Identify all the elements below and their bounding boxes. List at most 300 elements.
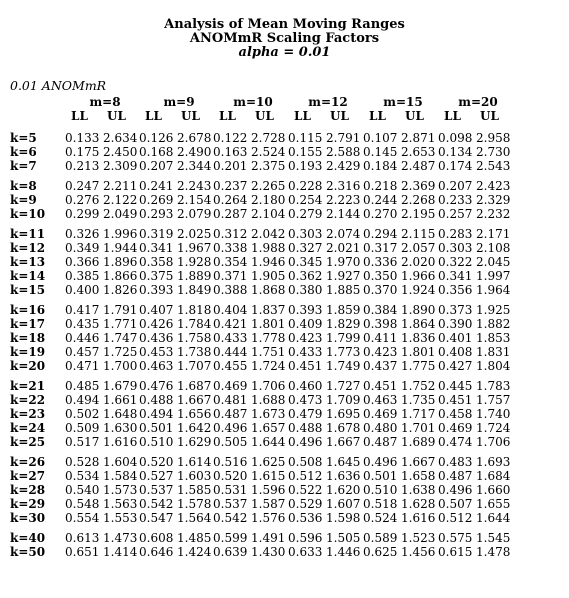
cell-ul: 1.667 [177, 393, 212, 407]
cell-ul: 1.585 [177, 483, 212, 497]
cell-ul: 1.996 [103, 227, 138, 241]
cell-ul: 1.706 [251, 379, 286, 393]
cell-ul: 2.154 [177, 193, 212, 207]
cell-ll: 0.370 [363, 283, 398, 297]
row-label-k: k=23 [10, 407, 46, 421]
cell-ul: 2.450 [103, 145, 138, 159]
subheader-ll: LL [219, 109, 236, 123]
cell-ll: 0.488 [288, 421, 323, 435]
cell-ll: 0.175 [65, 145, 100, 159]
cell-ll: 0.444 [213, 345, 248, 359]
subheader-ul: UL [107, 109, 126, 123]
cell-ll: 0.512 [288, 469, 323, 483]
cell-ul: 1.778 [251, 331, 286, 345]
cell-ul: 1.478 [476, 545, 511, 559]
cell-ul: 1.964 [476, 283, 511, 297]
cell-ul: 1.638 [401, 483, 436, 497]
cell-ul: 1.563 [103, 497, 138, 511]
cell-ul: 1.773 [326, 345, 361, 359]
cell-ll: 0.509 [65, 421, 100, 435]
cell-ll: 0.479 [288, 407, 323, 421]
cell-ll: 0.548 [65, 497, 100, 511]
cell-ll: 0.494 [65, 393, 100, 407]
cell-ul: 1.505 [326, 531, 361, 545]
cell-ll: 0.409 [288, 317, 323, 331]
cell-ul: 2.728 [251, 131, 286, 145]
cell-ll: 0.536 [288, 511, 323, 525]
cell-ul: 1.799 [326, 331, 361, 345]
cell-ll: 0.254 [288, 193, 323, 207]
cell-ll: 0.174 [438, 159, 473, 173]
cell-ul: 1.709 [326, 393, 361, 407]
cell-ul: 1.868 [251, 283, 286, 297]
cell-ll: 0.358 [139, 255, 174, 269]
cell-ll: 0.469 [213, 379, 248, 393]
cell-ll: 0.264 [213, 193, 248, 207]
cell-ul: 1.656 [177, 407, 212, 421]
cell-ll: 0.487 [438, 469, 473, 483]
cell-ul: 2.211 [103, 179, 138, 193]
cell-ll: 0.293 [139, 207, 174, 221]
cell-ul: 1.616 [401, 511, 436, 525]
cell-ll: 0.417 [65, 303, 100, 317]
cell-ul: 1.751 [251, 345, 286, 359]
cell-ll: 0.469 [363, 407, 398, 421]
row-label-k: k=19 [10, 345, 46, 359]
row-group [10, 227, 565, 297]
cell-ul: 1.700 [103, 359, 138, 373]
cell-ll: 0.421 [213, 317, 248, 331]
cell-ul: 1.564 [177, 511, 212, 525]
cell-ul: 1.717 [401, 407, 436, 421]
column-header-m: m=20 [458, 95, 498, 109]
subheader-ll: LL [294, 109, 311, 123]
table-row [10, 179, 565, 193]
table-row [10, 331, 565, 345]
cell-ll: 0.531 [213, 483, 248, 497]
subheader-row [10, 109, 565, 123]
column-header-row [10, 95, 565, 109]
cell-ll: 0.433 [213, 331, 248, 345]
cell-ll: 0.633 [288, 545, 323, 559]
cell-ul: 2.223 [326, 193, 361, 207]
cell-ul: 1.673 [251, 407, 286, 421]
cell-ul: 1.896 [103, 255, 138, 269]
cell-ll: 0.390 [438, 317, 473, 331]
cell-ll: 0.319 [139, 227, 174, 241]
cell-ul: 1.655 [476, 497, 511, 511]
cell-ll: 0.518 [363, 497, 398, 511]
cell-ll: 0.407 [139, 303, 174, 317]
cell-ul: 1.829 [326, 317, 361, 331]
cell-ll: 0.362 [288, 269, 323, 283]
row-label-k: k=13 [10, 255, 46, 269]
cell-ul: 1.927 [326, 269, 361, 283]
cell-ll: 0.233 [438, 193, 473, 207]
cell-ul: 2.634 [103, 131, 138, 145]
cell-ll: 0.483 [438, 455, 473, 469]
cell-ll: 0.401 [438, 331, 473, 345]
cell-ul: 1.997 [476, 269, 511, 283]
cell-ul: 1.679 [103, 379, 138, 393]
cell-ul: 1.925 [476, 303, 511, 317]
cell-ll: 0.122 [213, 131, 248, 145]
cell-ul: 1.684 [476, 469, 511, 483]
cell-ll: 0.336 [363, 255, 398, 269]
table-row [10, 241, 565, 255]
cell-ul: 2.021 [326, 241, 361, 255]
table-row [10, 131, 565, 145]
cell-ll: 0.270 [363, 207, 398, 221]
table-row [10, 483, 565, 497]
cell-ul: 1.882 [476, 317, 511, 331]
cell-ll: 0.388 [213, 283, 248, 297]
cell-ul: 2.791 [326, 131, 361, 145]
cell-ll: 0.496 [363, 455, 398, 469]
row-group [10, 379, 565, 449]
cell-ul: 2.025 [177, 227, 212, 241]
cell-ul: 1.859 [326, 303, 361, 317]
cell-ll: 0.451 [438, 393, 473, 407]
cell-ll: 0.487 [363, 435, 398, 449]
table-row [10, 283, 565, 297]
cell-ll: 0.423 [363, 345, 398, 359]
cell-ll: 0.404 [213, 303, 248, 317]
cell-ll: 0.244 [363, 193, 398, 207]
cell-ll: 0.496 [288, 435, 323, 449]
title-line-2: ANOMmR Scaling Factors [189, 31, 380, 46]
cell-ul: 2.144 [326, 207, 361, 221]
cell-ll: 0.639 [213, 545, 248, 559]
cell-ll: 0.487 [213, 407, 248, 421]
table-row [10, 421, 565, 435]
cell-ll: 0.488 [139, 393, 174, 407]
cell-ul: 2.049 [103, 207, 138, 221]
cell-ll: 0.338 [213, 241, 248, 255]
cell-ll: 0.575 [438, 531, 473, 545]
cell-ul: 1.648 [103, 407, 138, 421]
column-header-m: m=8 [89, 95, 121, 109]
cell-ul: 1.905 [251, 269, 286, 283]
cell-ll: 0.494 [139, 407, 174, 421]
row-label-k: k=12 [10, 241, 46, 255]
cell-ll: 0.589 [363, 531, 398, 545]
cell-ll: 0.327 [288, 241, 323, 255]
cell-ll: 0.542 [139, 497, 174, 511]
subheader-ul: UL [255, 109, 274, 123]
cell-ll: 0.522 [288, 483, 323, 497]
cell-ul: 1.706 [476, 435, 511, 449]
cell-ul: 1.853 [476, 331, 511, 345]
scaling-factor-table [10, 95, 565, 559]
row-label-k: k=28 [10, 483, 46, 497]
column-header-m: m=12 [308, 95, 348, 109]
cell-ul: 2.375 [251, 159, 286, 173]
cell-ul: 1.630 [103, 421, 138, 435]
cell-ul: 2.108 [476, 241, 511, 255]
table-row [10, 393, 565, 407]
cell-ul: 1.890 [401, 303, 436, 317]
table-row [10, 531, 565, 545]
cell-ul: 1.587 [251, 497, 286, 511]
cell-ul: 1.456 [401, 545, 436, 559]
cell-ll: 0.317 [363, 241, 398, 255]
cell-ul: 1.629 [177, 435, 212, 449]
cell-ll: 0.184 [363, 159, 398, 173]
cell-ul: 2.195 [401, 207, 436, 221]
cell-ll: 0.453 [139, 345, 174, 359]
cell-ll: 0.134 [438, 145, 473, 159]
table-row [10, 455, 565, 469]
cell-ul: 1.636 [326, 469, 361, 483]
row-label-k: k=9 [10, 193, 37, 207]
cell-ul: 1.687 [177, 379, 212, 393]
cell-ll: 0.257 [438, 207, 473, 221]
row-label-k: k=10 [10, 207, 46, 221]
table-row [10, 497, 565, 511]
cell-ll: 0.537 [213, 497, 248, 511]
cell-ll: 0.423 [288, 331, 323, 345]
cell-ul: 1.837 [251, 303, 286, 317]
cell-ll: 0.457 [65, 345, 100, 359]
cell-ll: 0.366 [65, 255, 100, 269]
table-row [10, 435, 565, 449]
row-label-k: k=30 [10, 511, 46, 525]
cell-ll: 0.393 [288, 303, 323, 317]
cell-ul: 1.485 [177, 531, 212, 545]
cell-ll: 0.625 [363, 545, 398, 559]
cell-ul: 1.545 [476, 531, 511, 545]
column-header-m: m=9 [163, 95, 195, 109]
cell-ul: 1.607 [326, 497, 361, 511]
cell-ll: 0.433 [288, 345, 323, 359]
row-label-k: k=14 [10, 269, 46, 283]
cell-ul: 1.791 [103, 303, 138, 317]
cell-ll: 0.168 [139, 145, 174, 159]
row-label-k: k=7 [10, 159, 37, 173]
cell-ul: 1.988 [251, 241, 286, 255]
row-group [10, 531, 565, 559]
cell-ul: 1.657 [251, 421, 286, 435]
cell-ll: 0.133 [65, 131, 100, 145]
cell-ul: 1.578 [177, 497, 212, 511]
row-label-k: k=50 [10, 545, 46, 559]
cell-ll: 0.380 [288, 283, 323, 297]
table-row [10, 227, 565, 241]
cell-ul: 1.889 [177, 269, 212, 283]
cell-ll: 0.145 [363, 145, 398, 159]
table-row [10, 545, 565, 559]
row-label-k: k=15 [10, 283, 46, 297]
subheader-ul: UL [480, 109, 499, 123]
cell-ll: 0.207 [139, 159, 174, 173]
cell-ul: 1.752 [401, 379, 436, 393]
row-label-k: k=16 [10, 303, 46, 317]
cell-ll: 0.356 [438, 283, 473, 297]
cell-ul: 1.576 [251, 511, 286, 525]
cell-ll: 0.445 [438, 379, 473, 393]
cell-ul: 1.644 [251, 435, 286, 449]
cell-ul: 2.958 [476, 131, 511, 145]
cell-ul: 2.487 [401, 159, 436, 173]
cell-ul: 1.628 [401, 497, 436, 511]
table-row [10, 469, 565, 483]
cell-ll: 0.458 [438, 407, 473, 421]
cell-ll: 0.508 [288, 455, 323, 469]
cell-ul: 1.446 [326, 545, 361, 559]
cell-ll: 0.098 [438, 131, 473, 145]
cell-ul: 2.268 [401, 193, 436, 207]
cell-ul: 1.645 [326, 455, 361, 469]
cell-ll: 0.520 [139, 455, 174, 469]
cell-ll: 0.373 [438, 303, 473, 317]
cell-ul: 1.724 [476, 421, 511, 435]
cell-ll: 0.485 [65, 379, 100, 393]
cell-ul: 1.614 [177, 455, 212, 469]
cell-ul: 2.079 [177, 207, 212, 221]
cell-ll: 0.542 [213, 511, 248, 525]
cell-ul: 2.042 [251, 227, 286, 241]
cell-ll: 0.279 [288, 207, 323, 221]
cell-ul: 1.584 [103, 469, 138, 483]
cell-ll: 0.510 [139, 435, 174, 449]
cell-ul: 1.724 [251, 359, 286, 373]
cell-ll: 0.473 [288, 393, 323, 407]
cell-ll: 0.476 [139, 379, 174, 393]
subheader-ll: LL [444, 109, 461, 123]
cell-ll: 0.193 [288, 159, 323, 173]
cell-ul: 1.596 [251, 483, 286, 497]
cell-ll: 0.507 [438, 497, 473, 511]
row-group [10, 303, 565, 373]
cell-ul: 2.429 [326, 159, 361, 173]
cell-ul: 1.849 [177, 283, 212, 297]
cell-ul: 1.836 [401, 331, 436, 345]
cell-ll: 0.460 [288, 379, 323, 393]
title-line-3: alpha = 0.01 [238, 45, 331, 60]
cell-ll: 0.276 [65, 193, 100, 207]
cell-ll: 0.163 [213, 145, 248, 159]
cell-ll: 0.269 [139, 193, 174, 207]
cell-ul: 2.074 [326, 227, 361, 241]
cell-ll: 0.312 [213, 227, 248, 241]
subheader-ul: UL [181, 109, 200, 123]
cell-ul: 1.661 [103, 393, 138, 407]
row-group [10, 179, 565, 221]
cell-ul: 1.430 [251, 545, 286, 559]
cell-ll: 0.596 [288, 531, 323, 545]
cell-ll: 0.411 [363, 331, 398, 345]
cell-ll: 0.599 [213, 531, 248, 545]
column-header-m: m=10 [233, 95, 273, 109]
cell-ul: 1.801 [251, 317, 286, 331]
cell-ll: 0.651 [65, 545, 100, 559]
cell-ul: 1.625 [251, 455, 286, 469]
subheader-ul: UL [405, 109, 424, 123]
cell-ll: 0.480 [363, 421, 398, 435]
cell-ll: 0.471 [65, 359, 100, 373]
row-label-k: k=11 [10, 227, 46, 241]
cell-ll: 0.349 [65, 241, 100, 255]
cell-ll: 0.534 [65, 469, 100, 483]
cell-ul: 2.871 [401, 131, 436, 145]
cell-ll: 0.496 [213, 421, 248, 435]
cell-ul: 1.740 [476, 407, 511, 421]
cell-ll: 0.615 [438, 545, 473, 559]
document-header [0, 18, 569, 60]
cell-ll: 0.107 [363, 131, 398, 145]
cell-ul: 1.678 [326, 421, 361, 435]
cell-ul: 1.725 [103, 345, 138, 359]
cell-ul: 1.620 [326, 483, 361, 497]
cell-ll: 0.437 [363, 359, 398, 373]
cell-ul: 1.749 [326, 359, 361, 373]
subheader-ul: UL [330, 109, 349, 123]
row-label-k: k=17 [10, 317, 46, 331]
cell-ul: 1.424 [177, 545, 212, 559]
cell-ll: 0.247 [65, 179, 100, 193]
cell-ll: 0.520 [213, 469, 248, 483]
cell-ul: 1.866 [103, 269, 138, 283]
cell-ll: 0.646 [139, 545, 174, 559]
cell-ul: 2.423 [476, 179, 511, 193]
cell-ll: 0.354 [213, 255, 248, 269]
cell-ul: 1.553 [103, 511, 138, 525]
row-label-k: k=20 [10, 359, 46, 373]
cell-ll: 0.345 [288, 255, 323, 269]
cell-ul: 1.658 [401, 469, 436, 483]
cell-ul: 1.642 [177, 421, 212, 435]
cell-ll: 0.371 [213, 269, 248, 283]
cell-ul: 1.831 [476, 345, 511, 359]
cell-ul: 1.924 [401, 283, 436, 297]
cell-ll: 0.451 [288, 359, 323, 373]
cell-ul: 1.966 [401, 269, 436, 283]
cell-ll: 0.496 [438, 483, 473, 497]
cell-ul: 2.180 [251, 193, 286, 207]
row-label-k: k=18 [10, 331, 46, 345]
cell-ll: 0.501 [139, 421, 174, 435]
cell-ul: 1.801 [401, 345, 436, 359]
row-label-k: k=22 [10, 393, 46, 407]
row-label-k: k=21 [10, 379, 46, 393]
cell-ul: 1.771 [103, 317, 138, 331]
cell-ul: 1.573 [103, 483, 138, 497]
cell-ul: 1.783 [476, 379, 511, 393]
cell-ul: 1.775 [401, 359, 436, 373]
subheader-ll: LL [71, 109, 88, 123]
cell-ll: 0.501 [363, 469, 398, 483]
cell-ul: 2.678 [177, 131, 212, 145]
cell-ul: 1.826 [103, 283, 138, 297]
cell-ul: 2.057 [401, 241, 436, 255]
subheader-ll: LL [369, 109, 386, 123]
cell-ll: 0.528 [65, 455, 100, 469]
cell-ul: 1.660 [476, 483, 511, 497]
cell-ll: 0.408 [438, 345, 473, 359]
cell-ul: 2.115 [401, 227, 436, 241]
cell-ul: 2.316 [326, 179, 361, 193]
row-label-k: k=8 [10, 179, 37, 193]
cell-ll: 0.512 [438, 511, 473, 525]
cell-ul: 2.232 [476, 207, 511, 221]
cell-ul: 2.490 [177, 145, 212, 159]
table-row [10, 303, 565, 317]
cell-ul: 2.045 [476, 255, 511, 269]
row-label-k: k=29 [10, 497, 46, 511]
section-title: 0.01 ANOMmR [10, 78, 107, 93]
cell-ll: 0.287 [213, 207, 248, 221]
